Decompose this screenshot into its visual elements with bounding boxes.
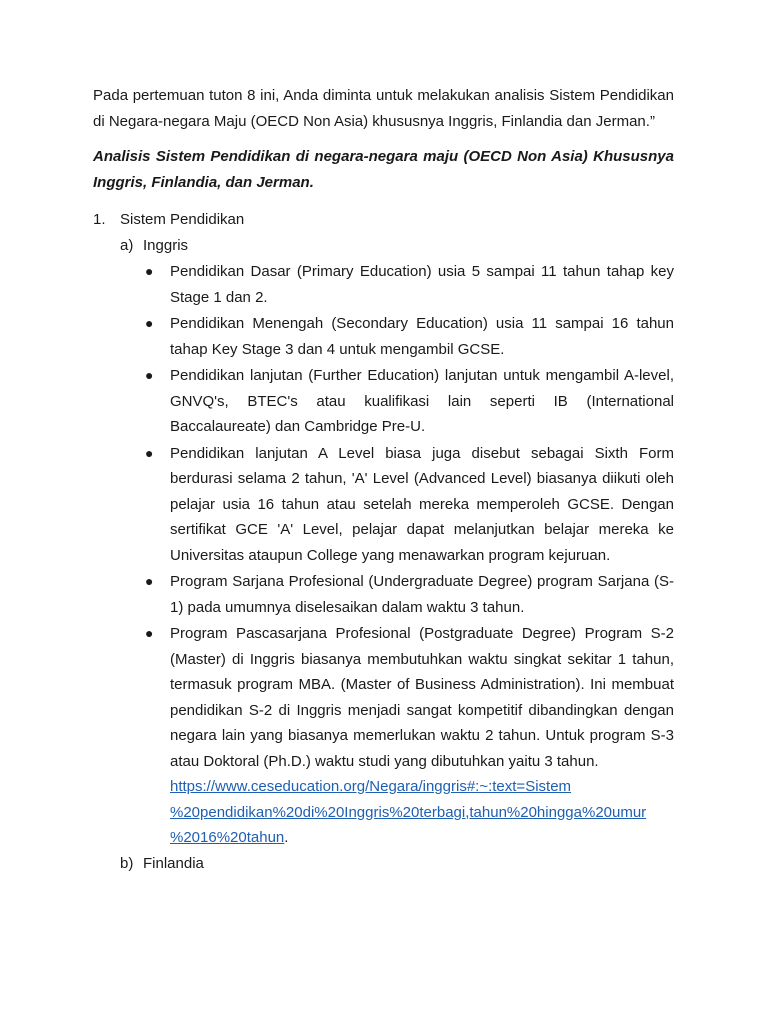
sub-item-marker: a) [120, 236, 134, 254]
bullet-icon: ● [145, 263, 154, 279]
bullet-item [143, 311, 674, 362]
bullet-text: Pendidikan Dasar (Primary Education) usia 5 sampai 11 tahun tahap key Stage 1 dan 2. [170, 263, 674, 306]
sub-item-finlandia [120, 851, 674, 877]
bullet-item [143, 569, 674, 620]
sub-item-label: Inggris [143, 236, 189, 254]
bullet-item [143, 363, 674, 440]
source-link-part-1[interactable]: https://www.ceseducation.org/Negara/inggris#:~:text=Sistem [170, 778, 572, 795]
bullet-text: Pendidikan Menengah (Secondary Education) usia 11 sampai 16 tahun tahap Key Stage 3 dan 4 untuk mengambil GCSE. [170, 315, 674, 358]
bullet-text: Pendidikan lanjutan (Further Education) lanjutan untuk mengambil A-level, GNVQ's, BTEC's atau kualifikasi lain seperti IB (International Baccalaureate) dan Cambridge Pre-U. [170, 367, 674, 435]
bullet-icon: ● [145, 315, 154, 331]
intro-paragraph: Pada pertemuan tuton 8 ini, Anda diminta untuk melakukan analisis Sistem Pendidikan di Negara-negara Maju (OECD Non Asia) khususnya Inggris, Finlandia dan Jerman.” [93, 87, 674, 130]
source-link-block [143, 774, 674, 851]
list-number: 1. [93, 211, 106, 228]
link-period: . [284, 829, 289, 846]
sub-item-label: Finlandia [143, 854, 204, 872]
bullet-text: Program Sarjana Profesional (Undergraduate Degree) program Sarjana (S-1) pada umumnya diselesaikan dalam waktu 3 tahun. [170, 573, 674, 616]
bullet-icon: ● [145, 625, 154, 641]
sub-item-inggris [120, 233, 674, 851]
sub-item-marker: b) [120, 854, 134, 872]
bullet-item [143, 621, 674, 774]
bullet-icon: ● [145, 444, 154, 461]
bullet-icon: ● [145, 573, 154, 589]
list-item-sistem-pendidikan [93, 207, 674, 876]
section-title: Analisis Sistem Pendidikan di negara-negara maju (OECD Non Asia) Khususnya Inggris, Finlandia, dan Jerman. [93, 148, 674, 191]
source-link-part-2[interactable]: %20pendidikan%20di%20Inggris%20terbagi,tahun%20hingga%20umur [170, 803, 647, 821]
bullet-text: Pendidikan lanjutan A Level biasa juga disebut sebagai Sixth Form berdurasi selama 2 tahun, 'A' Level (Advanced Level) biasanya diikuti oleh pelajar usia 16 tahun atau setelah mereka memperoleh GCSE. Dengan sertifikat GCE 'A' Level, pelajar dapat melanjutkan belajar mereka ke Universitas ataupun College yang menawarkan program kejuruan. [170, 444, 674, 564]
numbered-list [93, 207, 674, 876]
bullet-icon: ● [145, 367, 154, 383]
document-content [93, 83, 674, 876]
bullet-list-inggris [143, 259, 674, 774]
source-link-part-3[interactable]: %2016%20tahun [170, 829, 285, 846]
bullet-text: Program Pascasarjana Profesional (Postgraduate Degree) Program S-2 (Master) di Inggris biasanya membutuhkan waktu singkat sekitar 1 tahun, termasuk program MBA. (Master of Business Administration). Ini membuat pendidikan S-2 di Inggris menjadi sangat kompetitif dibandingkan dengan negara lain yang biasanya memerlukan waktu 2 tahun. Untuk program S-3 atau Doktoral (Ph.D.) waktu studi yang dibutuhkan yaitu 3 tahun. [170, 625, 674, 770]
list-item-label: Sistem Pendidikan [120, 211, 245, 228]
bullet-item [143, 259, 674, 310]
bullet-item [143, 441, 674, 569]
